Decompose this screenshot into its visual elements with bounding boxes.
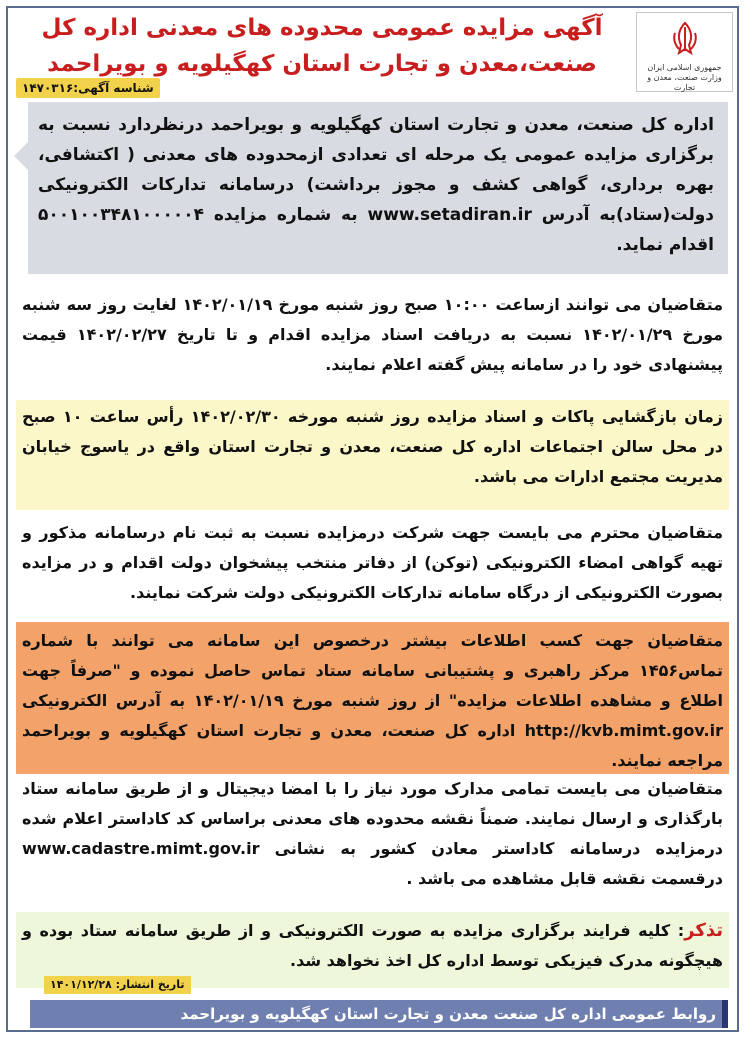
- paragraph-documents: متقاضیان می بایست تمامی مدارک مورد نیاز را با امضا دیجیتال و از طریق سامانه ستاد بارگذاری و ارسال نمایند. ضمناً نقشه محدوده های معدنی براساس کد کاداستر اعلام شده درمزایده درسامانه کاداستر معادن کشور به نشانی www.cadastre.mimt.gov.ir درقسمت نقشه قابل مشاهده می باشد .: [22, 779, 723, 888]
- footer-text: روابط عمومی اداره کل صنعت معدن و تجارت استان کهگیلویه و بویراحمد: [180, 1005, 716, 1023]
- page-title: آگهی مزایده عمومی محدوده های معدنی اداره کل صنعت،معدن و تجارت استان کهگیلویه و بویراحمد: [41, 15, 603, 77]
- paragraph-opening: زمان بازگشایی پاکات و اسناد مزایده روز شنبه مورخه ۱۴۰۲/۰۲/۳۰ رأس ساعت ۱۰ صبح در محل سالن اجتماعات اداره کل صنعت، معدن و تجارت استان واقع در یاسوج خیابان مدیریت مجتمع ادارات می باشد.: [16, 400, 729, 510]
- note-label: تذکر: [684, 920, 723, 941]
- logo-line-1: جمهوری اسلامی ایران: [647, 63, 722, 72]
- paragraph-timing: متقاضیان می توانند ازساعت ۱۰:۰۰ صبح روز شنبه مورخ ۱۴۰۲/۰۱/۱۹ لغایت روز سه شنبه مورخ ۱۴۰۲/۰۱/۲۹ نسبت به دریافت اسناد مزایده اقدام و تا تاریخ ۱۴۰۲/۰۲/۲۷ قیمت پیشنهادی خود را در سامانه پیش گفته اعلام نمایند.: [22, 295, 724, 374]
- intro-paragraph: اداره کل صنعت، معدن و تجارت استان کهگیلویه و بویراحمد درنظردارد نسبت به برگزاری مزایده عمومی یک مرحله ای تعدادی ازمحدوده های معدنی ( اکتشافی، بهره برداری، گواهی کشف و مجوز برداشت) درسامانه تدارکات الکترونیکی دولت(ستاد)به آدرس www.setadiran.ir به شماره مزایده ۵۰۰۱۰۰۳۴۸۱۰۰۰۰۰۴ اقدام نماید.: [28, 102, 728, 274]
- notice-frame: [6, 6, 739, 1032]
- logo-line-2: وزارت صنعت، معدن و تجارت: [647, 73, 722, 92]
- footer-bar: [30, 1000, 728, 1028]
- note-text: : کلیه فرایند برگزاری مزایده به صورت الکترونیکی و از طریق سامانه ستاد بوده و هیچگونه مدرک فیزیکی توسط اداره کل اخذ نخواهد شد.: [22, 921, 723, 970]
- ministry-logo: [636, 12, 733, 92]
- paragraph-contact: متقاضیان جهت کسب اطلاعات بیشتر درخصوص این سامانه می توانند با شماره تماس۱۴۵۶ مرکز راهبری و پشتیبانی سامانه ستاد تماس حاصل نموده و "صرفاً جهت اطلاع و مشاهده اطلاعات مزایده" از روز شنبه مورخ ۱۴۰۲/۰۱/۱۹ به آدرس الکترونیکی http://kvb.mimt.gov.ir اداره کل صنعت، معدن و تجارت استان کهگیلویه و بویراحمد مراجعه نمایند.: [16, 622, 729, 774]
- iran-emblem-icon: [665, 19, 705, 59]
- ad-code-badge: شناسه آگهی:۱۴۷۰۳۱۶: [16, 78, 160, 98]
- paragraph-registration: متقاضیان محترم می بایست جهت شرکت درمزایده نسبت به ثبت نام درسامانه مذکور و تهیه گواهی امضاء الکترونیکی (توکن) از دفاتر منتخب پیشخوان دولت اقدام و در مزایده بصورت الکترونیکی از درگاه سامانه تدارکات الکترونیکی دولت شرکت نمایند.: [22, 523, 723, 602]
- publish-date-badge: تاریخ انتشار: ۱۴۰۱/۱۲/۲۸: [44, 976, 191, 994]
